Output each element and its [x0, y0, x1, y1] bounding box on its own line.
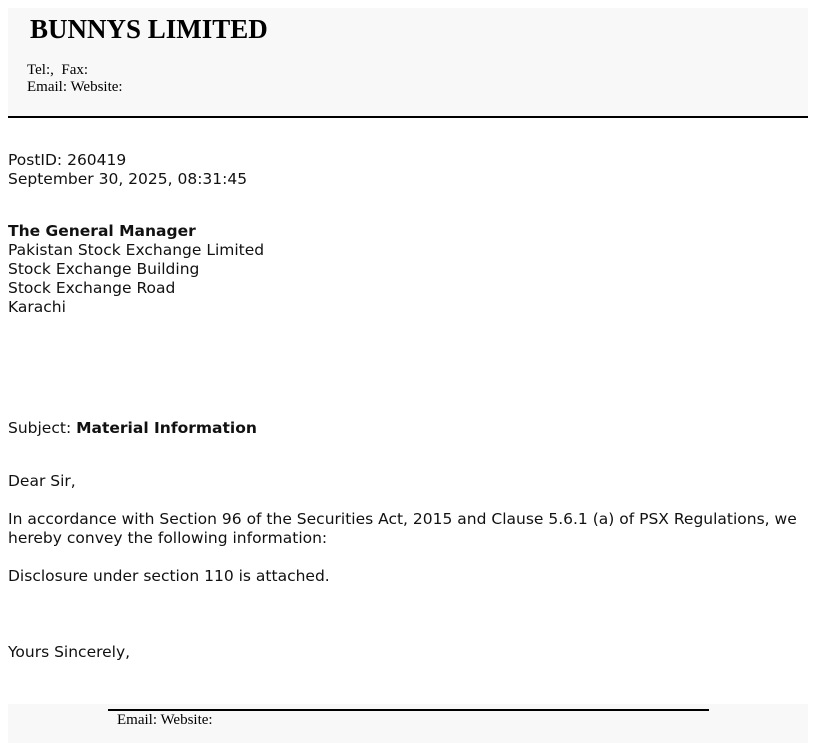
subject-line [8, 419, 257, 438]
body-paragraph: In accordance with Section 96 of the Securities Act, 2015 and Clause 5.6.1 (a) of PSX Regulations, we hereby convey the following information: [8, 510, 797, 547]
company-name: BUNNYS LIMITED [30, 14, 268, 44]
recipient-line: Stock Exchange Road [8, 279, 176, 297]
subject-label: Subject: [8, 419, 77, 437]
email-website-line: Email: Website: [27, 79, 123, 95]
post-id: PostID: 260419 [8, 151, 127, 169]
footer-divider [108, 709, 709, 711]
letterhead [8, 8, 808, 116]
tel-fax-line: Tel:, Fax: [27, 62, 89, 78]
recipient-line: Stock Exchange Building [8, 260, 200, 278]
header-divider [8, 116, 808, 118]
letterhead-contact [27, 62, 123, 96]
recipient-line: Pakistan Stock Exchange Limited [8, 241, 265, 259]
footer-contact: Email: Website: [117, 712, 213, 728]
subject-text: Material Information [76, 419, 257, 437]
recipient-title: The General Manager [8, 222, 196, 240]
salutation: Dear Sir, [8, 472, 76, 490]
recipient-line: Karachi [8, 298, 66, 316]
closing: Yours Sincerely, [8, 643, 131, 661]
disclosure-note: Disclosure under section 110 is attached. [8, 567, 330, 585]
post-datetime: September 30, 2025, 08:31:45 [8, 170, 248, 188]
